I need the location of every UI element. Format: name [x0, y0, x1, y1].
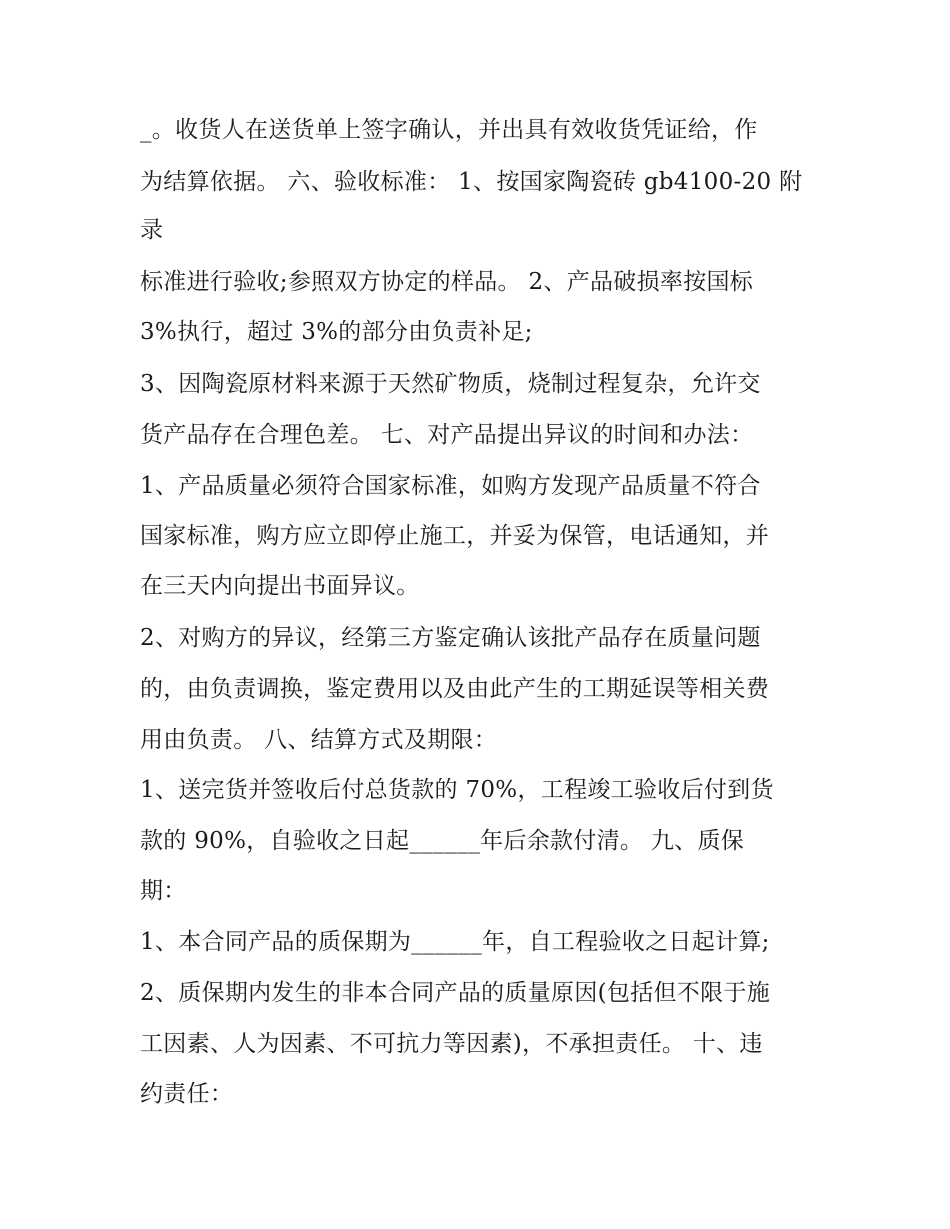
- text-line: 2、质保期内发生的非本合同产品的质量原因(包括但不限于施: [140, 980, 771, 1006]
- text-line: 录: [140, 217, 164, 243]
- text-line: 1、产品质量必须符合国家标准，如购方发现产品质量不符合: [140, 473, 761, 499]
- text-line: 款的 90%，自验收之日起______年后余款付清。 九、质保: [140, 828, 745, 854]
- text-line: 用由负责。 八、结算方式及期限：: [140, 727, 498, 753]
- text-line: 1、送完货并签收后付总货款的 70%，工程竣工验收后付到货: [140, 777, 774, 803]
- text-line: 期：: [140, 878, 187, 904]
- text-line: _。收货人在送货单上签字确认，并出具有效收货凭证给，作: [140, 117, 758, 143]
- text-line: 工因素、人为因素、不可抗力等因素)，不承担责任。 十、违: [140, 1031, 763, 1057]
- text-line: 3、因陶瓷原材料来源于天然矿物质，烧制过程复杂，允许交: [140, 371, 761, 397]
- text-line: 1、本合同产品的质保期为______年，自工程验收之日起计算;: [140, 929, 770, 955]
- text-line: 货产品存在合理色差。 七、对产品提出异议的时间和办法：: [140, 422, 754, 448]
- text-line: 的，由负责调换，鉴定费用以及由此产生的工期延误等相关费: [140, 676, 770, 702]
- text-line: 在三天内向提出书面异议。: [140, 573, 420, 599]
- text-line: 国家标准，购方应立即停止施工，并妥为保管，电话通知，并: [140, 523, 770, 549]
- text-line: 3%执行，超过 3%的部分由负责补足;: [140, 319, 533, 345]
- text-line: 约责任：: [140, 1081, 234, 1107]
- text-line: 为结算依据。 六、验收标准： 1、按国家陶瓷砖 gb4100-20 附: [140, 169, 803, 195]
- text-line: 2、对购方的异议，经第三方鉴定确认该批产品存在质量问题: [140, 625, 761, 651]
- text-line: 标准进行验收;参照双方协定的样品。 2、产品破损率按国标: [140, 269, 754, 295]
